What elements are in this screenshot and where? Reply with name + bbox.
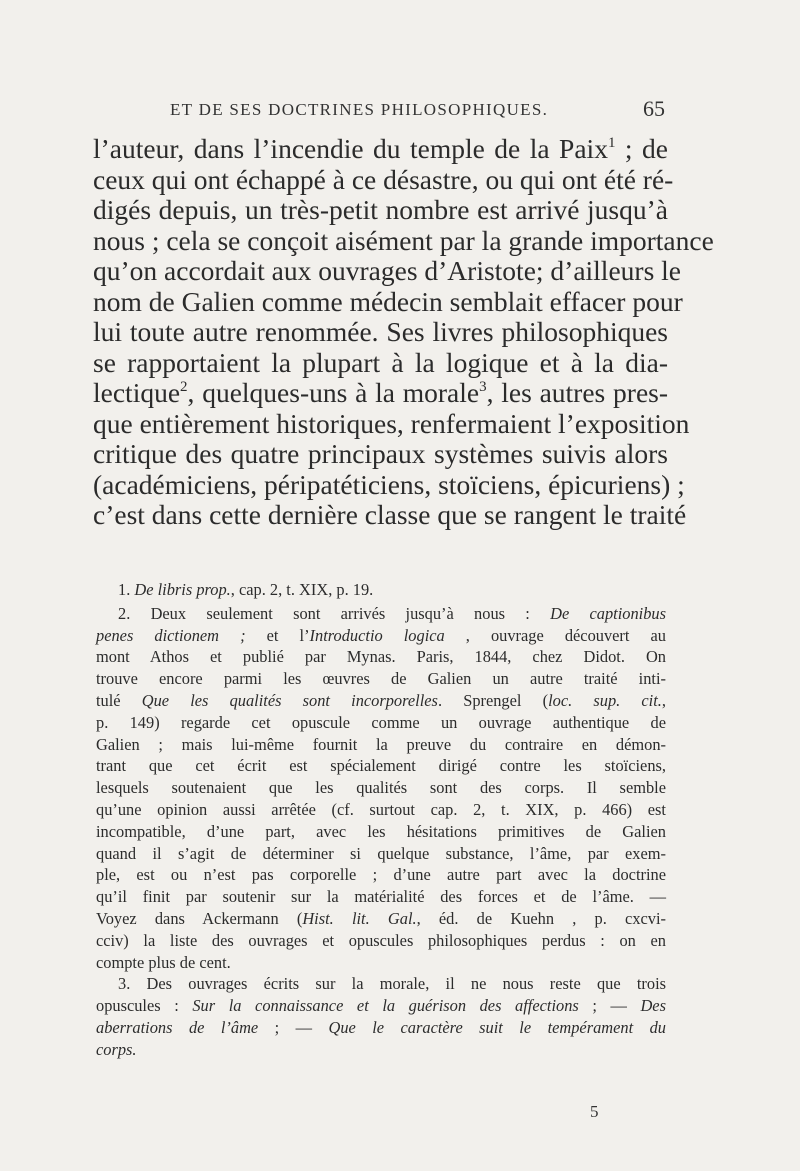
text-line: (académiciens, péripatéticiens, stoïciens, épicuriens) ; <box>93 468 685 500</box>
footnote-2-line: incompatible, d’une part, avec les hésitations primitives de Galien <box>96 821 666 841</box>
footnote-3-line: aberrations de l’âme ; — Que le caractère suit le tempérament du <box>96 1017 666 1037</box>
text-line: critique des quatre principaux systèmes suivis alors <box>93 438 668 469</box>
footnote-ref[interactable]: 1 <box>607 135 616 151</box>
footnote-ref[interactable]: 3 <box>479 379 487 395</box>
footnote-2-line: mont Athos et publié par Mynas. Paris, 1844, chez Didot. On <box>96 647 666 667</box>
footnote-2-line: qu’il finit par soutenir sur la matérialité des forces et de l’âme. — <box>96 887 666 907</box>
footnote-2-line: compte plus de cent. <box>96 952 231 972</box>
text-line: nom de Galien comme médecin semblait effacer pour <box>93 285 683 317</box>
footnote-2-line: quand il s’agit de déterminer si quelque substance, l’âme, par exem- <box>96 843 666 863</box>
signature-mark: 5 <box>590 1102 599 1121</box>
footnote-2-line: ple, est ou n’est pas corporelle ; d’une autre part avec la doctrine <box>96 865 666 885</box>
footnote-1: 1. De libris prop., cap. 2, t. XIX, p. 19. <box>118 580 374 599</box>
main-text <box>93 133 714 531</box>
text-line: c’est dans cette dernière classe que se rangent le traité <box>93 499 687 530</box>
footnote-2-line: 2. Deux seulement sont arrivés jusqu’à nous : De captionibus <box>118 603 666 623</box>
footnote-2-line: penes dictionem ; et l’Introductio logica , ouvrage découvert au <box>96 625 666 645</box>
footnote-2-line: trouve encore parmi les œuvres de Galien un autre traité inti- <box>96 669 666 689</box>
footnote-2-line: p. 149) regarde cet opuscule comme un ouvrage authentique de <box>96 712 666 732</box>
footnote-2-line: lesquels soutenaient que les qualités sont des corps. Il semble <box>96 778 666 798</box>
footnote-2-line: trant que cet écrit est spécialement dirigé contre les stoïciens, <box>96 756 666 776</box>
running-header <box>170 96 665 121</box>
footnote-2-line: tulé Que les qualités sont incorporelles. Sprengel (loc. sup. cit., <box>96 690 666 710</box>
footnote-3-line: opuscules : Sur la connaissance et la guérison des affections ; — Des <box>96 996 666 1016</box>
text-line: qu’on accordait aux ouvrages d’Aristote; d’ailleurs le <box>93 255 681 286</box>
text-line: lectique$^2$, quelques-uns à la morale$^3$, les autres pres- <box>93 377 669 408</box>
footnote-2-line: Galien ; mais lui-même fournit la preuve du contraire en démon- <box>96 734 666 754</box>
footnote-2-line: cciv) la liste des ouvrages et opuscules philosophiques perdus : on en <box>96 930 666 950</box>
text-line: se rapportaient la plupart à la logique et à la dia- <box>93 346 668 378</box>
footnote-2-line: Voyez dans Ackermann (Hist. lit. Gal., éd. de Kuehn , p. cxcvi- <box>96 908 667 928</box>
text-line: ceux qui ont échappé à ce désastre, ou qui ont été ré- <box>93 163 674 195</box>
page-number: 65 <box>643 96 665 121</box>
footnote-ref[interactable]: 2 <box>180 379 188 395</box>
footnotes <box>96 579 666 1061</box>
text-line: que entièrement historiques, renfermaient l’exposition <box>93 407 690 439</box>
running-title: ET DE SES DOCTRINES PHILOSOPHIQUES. <box>170 100 549 119</box>
text-line: digés depuis, un très-petit nombre est arrivé jusqu’à <box>93 194 668 225</box>
text-line: nous ; cela se conçoit aisément par la grande importance <box>93 224 714 256</box>
text-line: l’auteur, dans l’incendie du temple de la Paix$^1$ ; de <box>93 133 668 164</box>
footnote-2-line: qu’une opinion aussi arrêtée (cf. surtout cap. 2, t. XIX, p. 466) est <box>96 799 666 819</box>
text-line: lui toute autre renommée. Ses livres philosophiques <box>93 316 668 347</box>
footnote-3-line: 3. Des ouvrages écrits sur la morale, il ne nous reste que trois <box>118 974 666 994</box>
footnote-3-line: corps. <box>96 1039 137 1059</box>
